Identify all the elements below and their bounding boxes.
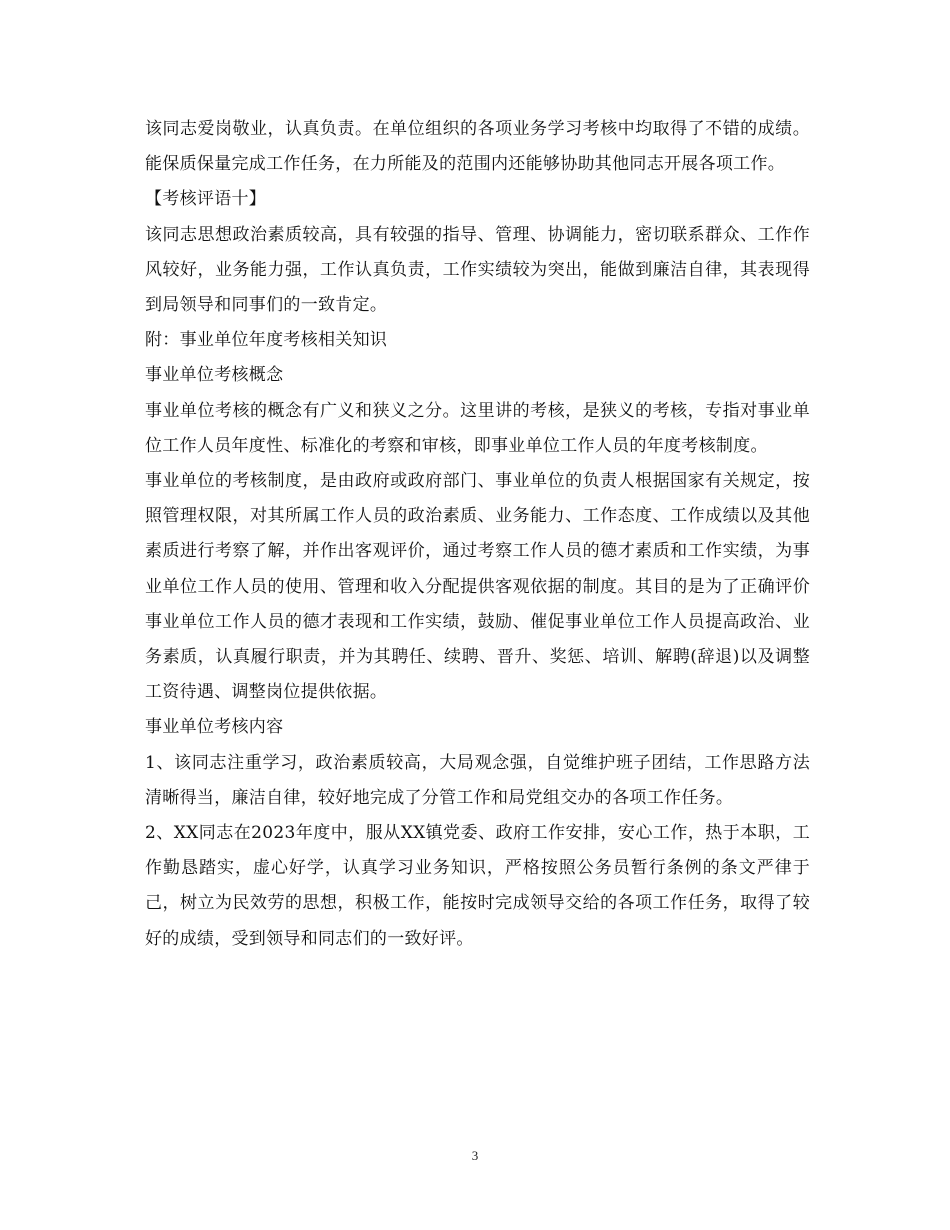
heading-assessment-content: 事业单位考核内容 [145,717,284,738]
paragraph-assessment-concept: 事业单位考核的概念有广义和狭义之分。这里讲的考核，是狭义的考核，专指对事业单位工作人员年度性、标准化的考察和审核，即事业单位工作人员的年度考核制度。 [145,400,810,456]
paragraph-assessment-system: 事业单位的考核制度，是由政府或政府部门、事业单位的负责人根据国家有关规定，按照管理权限，对其所属工作人员的政治素质、业务能力、工作态度、工作成绩以及其他素质进行考察了解，并作出客观评价，通过考察工作人员的德才素质和工作实绩，为事业单位工作人员的使用、管理和收入分配提供客观依据的制度。其目的是为了正确评价事业单位工作人员的德才表现和工作实绩，鼓励、催促事业单位工作人员提高政治、业务素质，认真履行职责，并为其聘任、续聘、晋升、奖惩、培训、解聘(辞退)以及调整工资待遇、调整岗位提供依据。 [145,471,810,703]
page-number: 3 [471,1148,479,1163]
list-item-1: 1、该同志注重学习，政治素质较高，大局观念强，自觉维护班子团结，工作思路方法清晰得当，廉洁自律，较好地完成了分管工作和局党组交办的各项工作任务。 [145,752,810,808]
heading-appendix: 附：事业单位年度考核相关知识 [145,330,388,351]
paragraph-political-quality: 该同志思想政治素质较高，具有较强的指导、管理、协调能力，密切联系群众、工作作风较好，业务能力强，工作认真负责，工作实绩较为突出，能做到廉洁自律，其表现得到局领导和同事们的一致肯定。 [145,224,810,316]
document-body [145,112,810,957]
list-item-2: 2、XX同志在2023年度中，服从XX镇党委、政府工作安排，安心工作，热于本职，工作勤恳踏实，虚心好学，认真学习业务知识，严格按照公务员暂行条例的条文严律于己，树立为民效劳的思想，积极工作，能按时完成领导交给的各项工作任务，取得了较好的成绩，受到领导和同志们的一致好评。 [145,823,810,949]
paragraph-performance-summary: 该同志爱岗敬业，认真负责。在单位组织的各项业务学习考核中均取得了不错的成绩。能保质保量完成工作任务，在力所能及的范围内还能够协助其他同志开展各项工作。 [145,119,810,175]
heading-assessment-concept: 事业单位考核概念 [145,365,284,386]
heading-appraisal-comment-ten: 【考核评语十】 [145,189,267,210]
